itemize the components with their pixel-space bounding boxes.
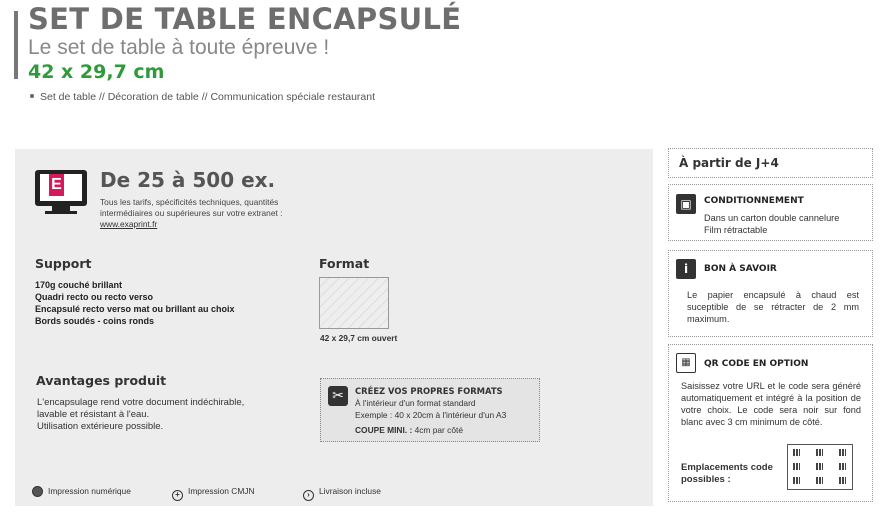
brand-e-badge: E (49, 174, 64, 196)
format-preview (319, 277, 389, 329)
advantages-line: lavable et résistant à l'eau. (37, 409, 150, 420)
footer-label: Livraison incluse (319, 486, 381, 496)
format-title: Format (319, 256, 370, 271)
qr-position-marker (793, 463, 800, 470)
info-icon: i (676, 259, 696, 279)
min-cut-label: COUPE MINI. : (355, 425, 413, 435)
footer-item-delivery (303, 486, 381, 501)
qr-position-marker (816, 477, 823, 484)
custom-format-box (320, 378, 540, 442)
delay-text: À partir de J+4 (679, 156, 779, 170)
qr-position-marker (793, 449, 800, 456)
advantages-line: L'encapsulage rend votre document indéchirable, (37, 397, 245, 408)
page-title: SET DE TABLE ENCAPSULÉ (28, 2, 462, 36)
support-line: 170g couché brillant (35, 280, 123, 290)
delay-card (668, 148, 873, 178)
qr-code-icon: ▦ (676, 353, 696, 373)
packaging-line: Dans un carton double cannelure (704, 213, 840, 223)
qr-position-marker (839, 463, 846, 470)
custom-format-line: À l'intérieur d'un format standard (355, 398, 476, 408)
product-tags-text: Set de table // Décoration de table // Communication spéciale restaurant (40, 91, 376, 103)
packaging-card (668, 184, 873, 241)
footer-label: Impression CMJN (188, 486, 255, 496)
extranet-link[interactable]: www.exaprint.fr (100, 219, 158, 229)
qr-placements-label: Emplacements code possibles : (681, 462, 773, 485)
good-to-know-text: Le papier encapsulé à chaud est suceptible de se rétracter de 2 mm maximum. (687, 290, 859, 324)
product-tags (30, 91, 375, 103)
advantages-title: Avantages produit (36, 373, 167, 388)
qr-position-marker (793, 477, 800, 484)
header-accent-bar (14, 11, 18, 79)
quantity-title: De 25 à 500 ex. (100, 168, 276, 192)
footer-label: Impression numérique (48, 486, 131, 496)
advantages-line: Utilisation extérieure possible. (37, 421, 164, 432)
format-caption: 42 x 29,7 cm ouvert (320, 333, 398, 343)
quantity-description (100, 197, 300, 230)
cmjn-icon: + (172, 490, 183, 501)
qr-position-marker (816, 463, 823, 470)
monitor-icon (35, 170, 87, 206)
packaging-title: CONDITIONNEMENT (704, 196, 804, 206)
monitor-base (45, 211, 77, 214)
quantity-description-text: Tous les tarifs, spécificités techniques, quantités intermédiaires ou supérieures sur votre extranet : (100, 197, 283, 218)
bullet-icon (30, 94, 34, 98)
scissors-icon: ✂ (328, 386, 348, 406)
qr-position-marker (839, 477, 846, 484)
footer-item-cmjn (172, 486, 255, 501)
support-line: Quadri recto ou recto verso (35, 292, 154, 302)
qr-position-marker (816, 449, 823, 456)
custom-format-example: Exemple : 40 x 20cm à l'intérieur d'un A3 (355, 410, 507, 420)
support-title: Support (35, 256, 92, 271)
qr-title: QR CODE EN OPTION (704, 359, 809, 369)
good-to-know-title: BON À SAVOIR (704, 264, 777, 274)
qr-text: Saisissez votre URL et le code sera généré automatiquement et intégré à la position de votre choix. Le code sera noir sur fond blanc avec 3 cm minimum de côté. (681, 381, 861, 427)
play-icon: › (303, 490, 314, 501)
box-icon: ▣ (676, 194, 696, 214)
qr-position-marker (839, 449, 846, 456)
support-line: Bords soudés - coins ronds (35, 316, 155, 326)
support-list (35, 279, 295, 327)
good-to-know-card (668, 250, 873, 337)
qr-placements-diagram (787, 444, 853, 490)
support-line: Encapsulé recto verso mat ou brillant au choix (35, 304, 235, 314)
advantages-text (37, 397, 297, 433)
min-cut (355, 425, 463, 435)
product-size: 42 x 29,7 cm (28, 61, 165, 83)
footer-item-digital (32, 486, 131, 497)
packaging-line: Film rétractable (704, 225, 768, 235)
digital-print-icon (32, 486, 43, 497)
min-cut-value: 4cm par côté (414, 425, 463, 435)
custom-format-title: CRÉEZ VOS PROPRES FORMATS (355, 386, 503, 396)
page-subtitle: Le set de table à toute épreuve ! (28, 36, 330, 59)
qr-card (668, 344, 873, 502)
